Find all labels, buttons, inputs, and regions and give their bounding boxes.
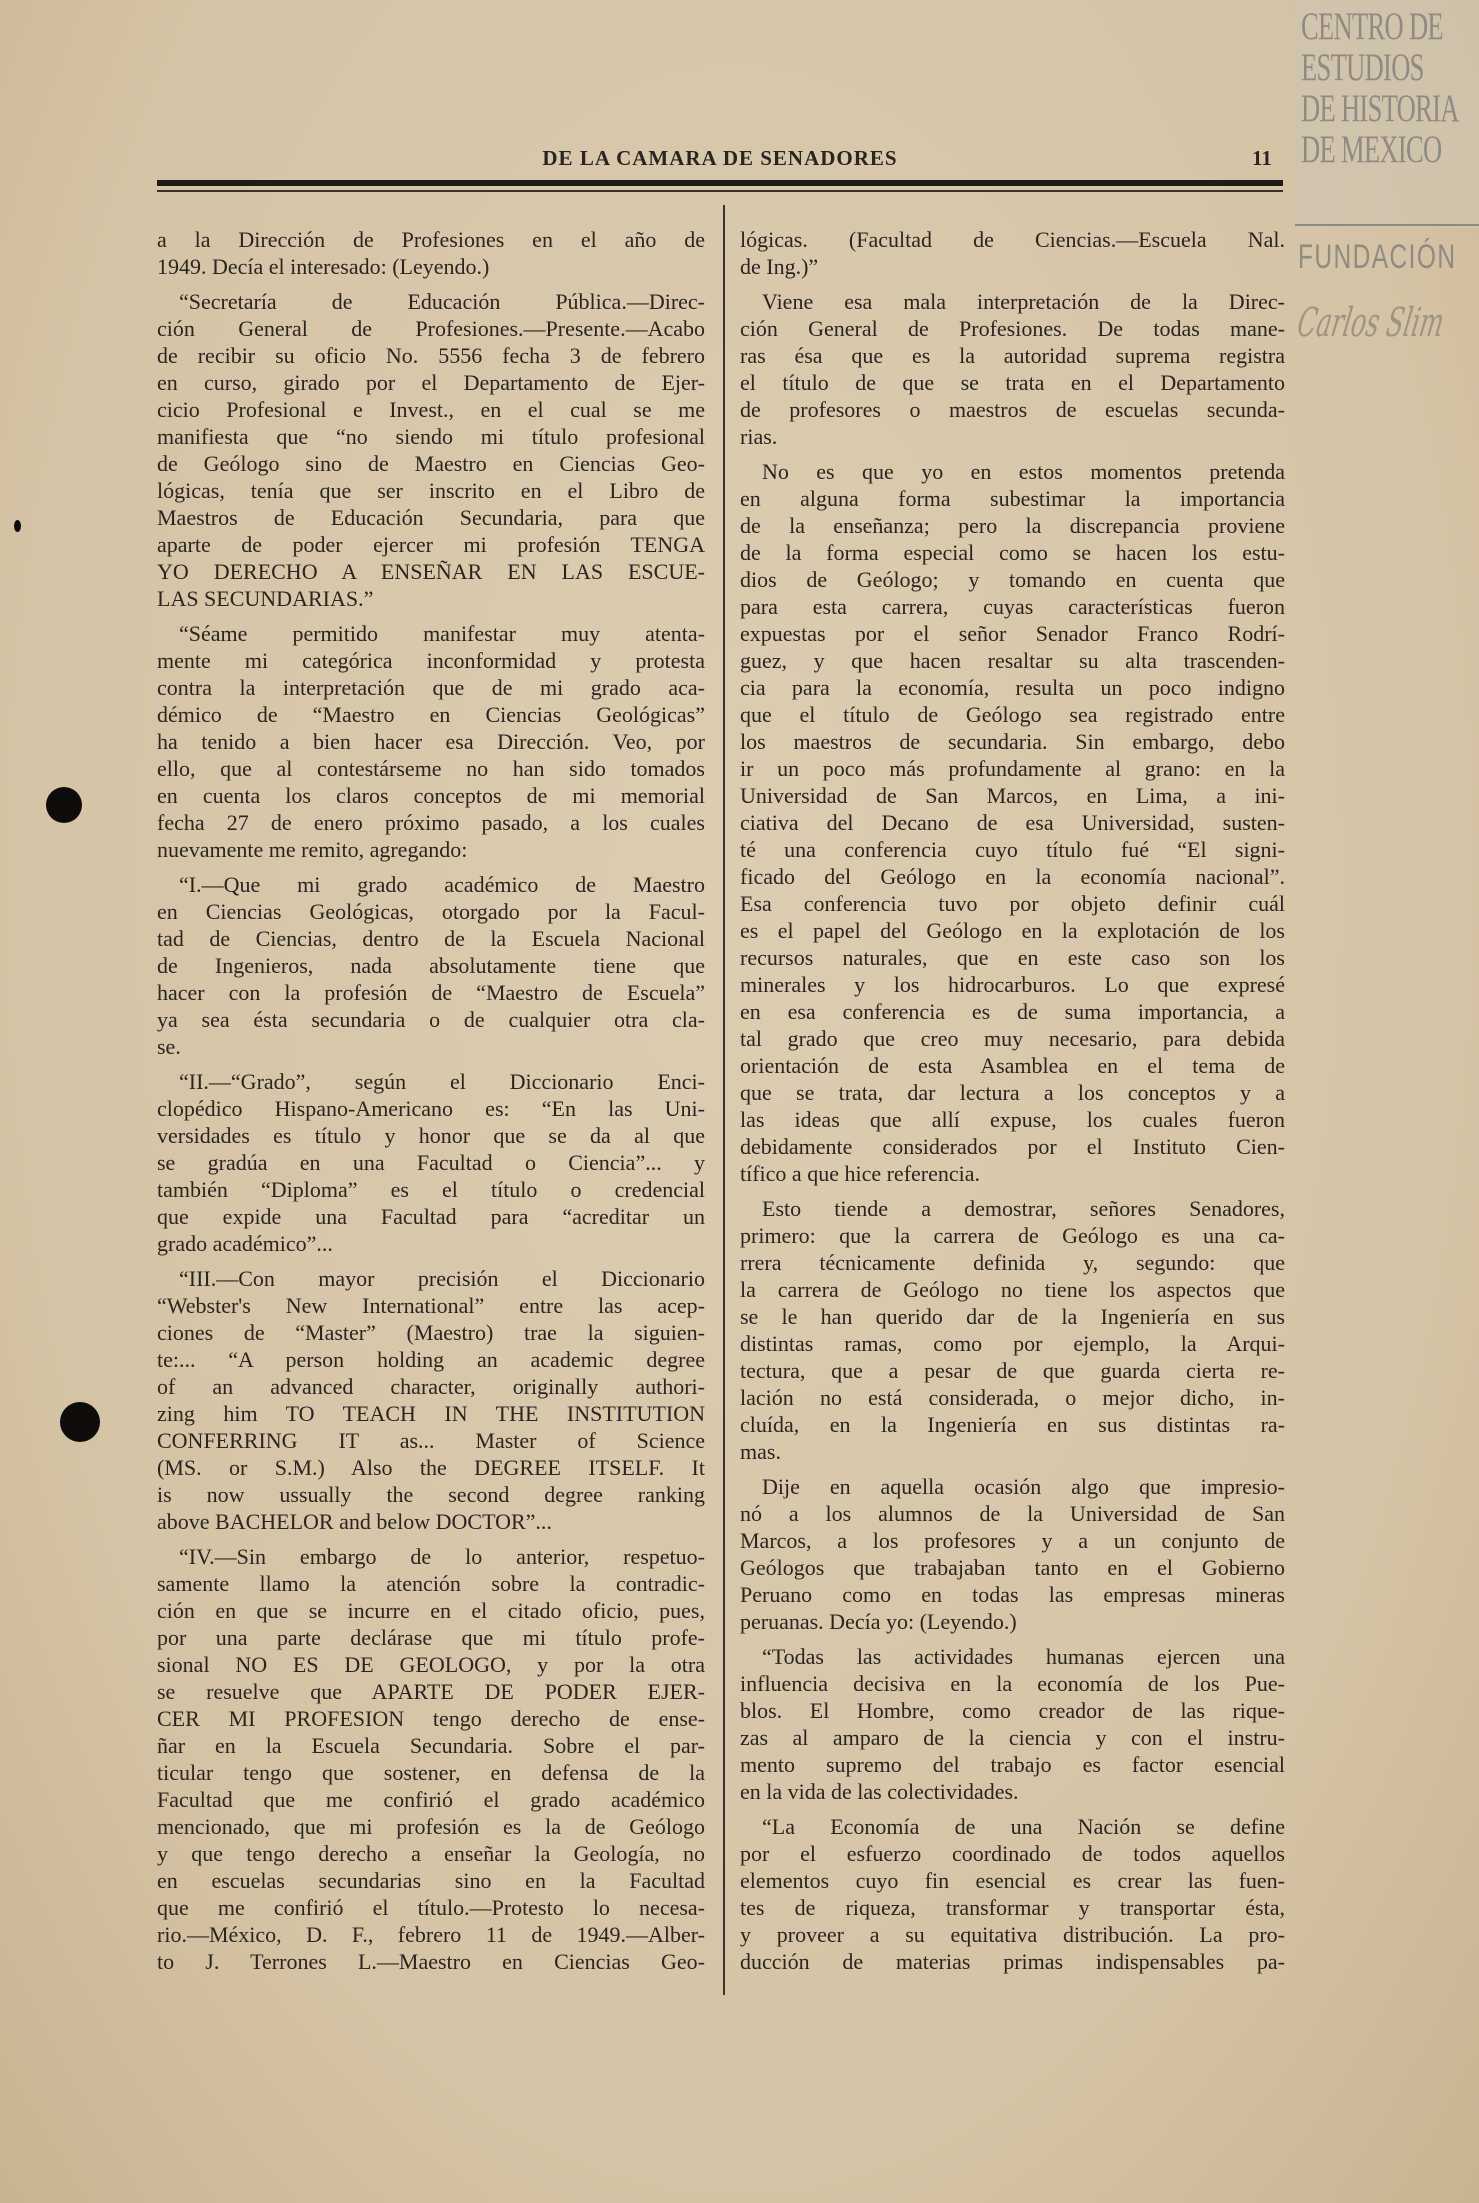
text-line: se. xyxy=(157,1034,181,1059)
running-header: DE LA CAMARA DE SENADORES xyxy=(542,146,898,170)
text-line: guez, y que hacen resaltar su alta trascenden- xyxy=(740,648,1285,673)
text-line: se resuelve que APARTE DE PODER EJER- xyxy=(157,1679,705,1704)
text-line: samente llamo la atención sobre la contradic- xyxy=(157,1571,705,1596)
text-line: se le han querido dar de la Ingeniería en sus xyxy=(740,1304,1285,1329)
paragraph xyxy=(740,458,1285,1187)
text-line: “La Economía de una Nación se define xyxy=(762,1814,1285,1839)
text-line: zas al amparo de la ciencia y con el instru- xyxy=(740,1725,1285,1750)
watermark-rule xyxy=(1295,224,1479,226)
text-line: tectura, que a pesar de que guarda cierta re- xyxy=(740,1358,1285,1383)
text-line: que el título de Geólogo sea registrado entre xyxy=(740,702,1285,727)
text-line: en la vida de las colectividades. xyxy=(740,1779,1019,1804)
text-line: LAS SECUNDARIAS.” xyxy=(157,586,374,611)
text-line: de la forma especial como se hacen los estu- xyxy=(740,540,1285,565)
text-line: Maestros de Educación Secundaria, para que xyxy=(157,505,705,530)
archive-watermark xyxy=(1295,0,1479,228)
text-line: en cuenta los claros conceptos de mi memorial xyxy=(157,783,705,808)
paragraph xyxy=(157,288,705,612)
text-line: “Webster's New International” entre las acep- xyxy=(157,1293,705,1318)
text-line: de la enseñanza; pero la discrepancia proviene xyxy=(740,513,1285,538)
text-line: ciativa del Decano de esa Universidad, susten- xyxy=(740,810,1285,835)
watermark-foundation: FUNDACIÓN xyxy=(1298,238,1457,276)
text-line: manifiesta que “no siendo mi título profesional xyxy=(157,424,705,449)
paragraph xyxy=(157,871,705,1060)
text-line: CONFERRING IT as... Master of Science xyxy=(157,1428,705,1453)
text-line: de Ingenieros, nada absolutamente tiene que xyxy=(157,953,705,978)
text-line: recursos naturales, que en este caso son los xyxy=(740,945,1285,970)
text-line: ción General de Profesiones. De todas mane- xyxy=(740,316,1285,341)
paragraph xyxy=(740,226,1285,280)
text-line: cicio Profesional e Invest., en el cual se me xyxy=(157,397,705,422)
text-line: fecha 27 de enero próximo pasado, a los cuales xyxy=(157,810,705,835)
text-line: is now ussually the second degree ranking xyxy=(157,1482,705,1507)
text-line: se gradúa en una Facultad o Ciencia”... y xyxy=(157,1150,705,1175)
paragraph xyxy=(740,1813,1285,1975)
text-line: Geólogos que trabajaban tanto en el Gobierno xyxy=(740,1555,1285,1580)
text-line: of an advanced character, originally authori- xyxy=(157,1374,705,1399)
text-line: te:... “A person holding an academic degree xyxy=(157,1347,705,1372)
text-line: démico de “Maestro en Ciencias Geológicas” xyxy=(157,702,705,727)
column-divider xyxy=(723,205,725,1995)
text-line: peruanas. Decía yo: (Leyendo.) xyxy=(740,1609,1017,1634)
text-line: “I.—Que mi grado académico de Maestro xyxy=(179,872,705,897)
watermark-line: DE HISTORIA xyxy=(1301,87,1459,130)
paragraph xyxy=(157,1543,705,1975)
text-line: CER MI PROFESION tengo derecho de ense- xyxy=(157,1706,705,1731)
text-line: ir un poco más profundamente al grano: en la xyxy=(740,756,1285,781)
text-line: lación no está considerada, o mejor dicho, in- xyxy=(740,1385,1285,1410)
text-line: ción General de Profesiones.—Presente.—Acabo xyxy=(157,316,705,341)
text-line: “II.—“Grado”, según el Diccionario Enci- xyxy=(179,1069,705,1094)
text-line: ticular tengo que sostener, en defensa de la xyxy=(157,1760,705,1785)
text-line: “Séame permitido manifestar muy atenta- xyxy=(179,621,705,646)
text-line: 1949. Decía el interesado: (Leyendo.) xyxy=(157,254,490,279)
paragraph xyxy=(740,1643,1285,1805)
text-line: mas. xyxy=(740,1439,781,1464)
text-line: que me confirió el título.—Protesto lo necesa- xyxy=(157,1895,705,1920)
text-line: en curso, girado por el Departamento de Ejer- xyxy=(157,370,705,395)
watermark-line: ESTUDIOS xyxy=(1301,46,1424,89)
header-rule-thin xyxy=(157,190,1283,192)
text-line: clopédico Hispano-Americano es: “En las Uni- xyxy=(157,1096,705,1121)
text-line: también “Diploma” es el título o credencial xyxy=(157,1177,705,1202)
text-line: Esto tiende a demostrar, señores Senadores, xyxy=(762,1196,1285,1221)
watermark-line: DE MEXICO xyxy=(1301,128,1442,171)
text-line: nó a los alumnos de la Universidad de San xyxy=(740,1501,1285,1526)
ink-mark xyxy=(14,520,21,532)
text-line: es el papel del Geólogo en la explotación de los xyxy=(740,918,1285,943)
text-line: tes de riqueza, transformar y transportar ésta, xyxy=(740,1895,1285,1920)
text-line: expuestas por el señor Senador Franco Rodrí- xyxy=(740,621,1285,646)
text-line: hacer con la profesión de “Maestro de Escuela” xyxy=(157,980,705,1005)
text-line: en alguna forma subestimar la importancia xyxy=(740,486,1285,511)
text-line: que se trata, dar lectura a los conceptos y a xyxy=(740,1080,1285,1105)
text-line: (MS. or S.M.) Also the DEGREE ITSELF. It xyxy=(157,1455,705,1480)
text-line: en escuelas secundarias sino en la Facultad xyxy=(157,1868,705,1893)
text-line: “Todas las actividades humanas ejercen una xyxy=(762,1644,1285,1669)
text-line: tad de Ciencias, dentro de la Escuela Nacional xyxy=(157,926,705,951)
text-line: cia para la economía, resulta un poco indigno xyxy=(740,675,1285,700)
text-line: influencia decisiva en la economía de los Pue- xyxy=(740,1671,1285,1696)
text-line: nuevamente me remito, agregando: xyxy=(157,837,468,862)
paragraph xyxy=(740,1473,1285,1635)
text-line: y que tengo derecho a enseñar la Geología, no xyxy=(157,1841,705,1866)
text-line: sional NO ES DE GEOLOGO, y por la otra xyxy=(157,1652,705,1677)
text-line: que expide una Facultad para “acreditar un xyxy=(157,1204,705,1229)
text-line: ya sea ésta secundaria o de cualquier otra cla- xyxy=(157,1007,705,1032)
paragraph xyxy=(157,226,705,280)
text-line: rio.—México, D. F., febrero 11 de 1949.—Alber- xyxy=(157,1922,705,1947)
text-line: Viene esa mala interpretación de la Direc- xyxy=(762,289,1285,314)
watermark-signature: Carlos Slim xyxy=(1294,300,1448,346)
watermark-line: CENTRO DE xyxy=(1301,5,1443,48)
text-line: aparte de poder ejercer mi profesión TENGA xyxy=(157,532,705,557)
text-line: de recibir su oficio No. 5556 fecha 3 de febrero xyxy=(157,343,705,368)
text-line: Marcos, a los profesores y a un conjunto de xyxy=(740,1528,1285,1553)
text-line: No es que yo en estos momentos pretenda xyxy=(762,459,1285,484)
text-line: lógicas. (Facultad de Ciencias.—Escuela Nal. xyxy=(740,227,1285,252)
text-line: lógicas, tenía que ser inscrito en el Libro de xyxy=(157,478,705,503)
punch-hole xyxy=(46,787,82,823)
text-line: above BACHELOR and below DOCTOR”... xyxy=(157,1509,552,1534)
text-line: tífico a que hice referencia. xyxy=(740,1161,981,1186)
text-line: ha tenido a bien hacer esa Dirección. Veo, por xyxy=(157,729,705,754)
left-column xyxy=(157,226,705,1983)
text-line: ducción de materias primas indispensables pa- xyxy=(740,1949,1285,1974)
paragraph xyxy=(157,620,705,863)
text-line: ras ésa que es la autoridad suprema registra xyxy=(740,343,1285,368)
text-line: to J. Terrones L.—Maestro en Ciencias Geo- xyxy=(157,1949,705,1974)
header-rule xyxy=(157,180,1283,186)
text-line: té una conferencia cuyo título fué “El signi- xyxy=(740,837,1285,862)
text-line: en esa conferencia es de suma importancia, a xyxy=(740,999,1285,1024)
text-line: los maestros de secundaria. Sin embargo, debo xyxy=(740,729,1285,754)
text-line: zing him TO TEACH IN THE INSTITUTION xyxy=(157,1401,705,1426)
text-line: Esa conferencia tuvo por objeto definir cuál xyxy=(740,891,1285,916)
paragraph xyxy=(157,1265,705,1535)
text-line: primero: que la carrera de Geólogo es una ca- xyxy=(740,1223,1285,1248)
text-line: para esta carrera, cuyas características fueron xyxy=(740,594,1285,619)
punch-hole xyxy=(60,1402,100,1442)
paragraph xyxy=(740,288,1285,450)
text-line: de profesores o maestros de escuelas secunda- xyxy=(740,397,1285,422)
text-line: tal grado que creo muy necesario, para debida xyxy=(740,1026,1285,1051)
text-line: de Geólogo sino de Maestro en Ciencias Geo- xyxy=(157,451,705,476)
text-line: ción en que se incurre en el citado oficio, pues, xyxy=(157,1598,705,1623)
text-line: las ideas que allí expuse, los cuales fueron xyxy=(740,1107,1285,1132)
text-line: mente mi categórica inconformidad y protesta xyxy=(157,648,705,673)
text-line: orientación de esta Asamblea en el tema de xyxy=(740,1053,1285,1078)
text-line: en Ciencias Geológicas, otorgado por la Facul- xyxy=(157,899,705,924)
text-line: dios de Geólogo; y tomando en cuenta que xyxy=(740,567,1285,592)
text-line: la carrera de Geólogo no tiene los aspectos que xyxy=(740,1277,1285,1302)
text-line: Peruano como en todas las empresas mineras xyxy=(740,1582,1285,1607)
text-line: distintas ramas, como por ejemplo, la Arqui- xyxy=(740,1331,1285,1356)
text-line: rias. xyxy=(740,424,778,449)
text-line: Dije en aquella ocasión algo que impresio- xyxy=(762,1474,1285,1499)
text-line: versidades es título y honor que se da al que xyxy=(157,1123,705,1148)
paragraph xyxy=(157,1068,705,1257)
text-line: grado académico”... xyxy=(157,1231,333,1256)
text-line: blos. El Hombre, como creador de las rique- xyxy=(740,1698,1285,1723)
text-line: “Secretaría de Educación Pública.—Direc- xyxy=(179,289,705,314)
text-line: a la Dirección de Profesiones en el año de xyxy=(157,227,705,252)
text-line: de Ing.)” xyxy=(740,254,819,279)
text-line: rrera técnicamente definida y, segundo: que xyxy=(740,1250,1285,1275)
paragraph xyxy=(740,1195,1285,1465)
text-line: mento supremo del trabajo es factor esencial xyxy=(740,1752,1285,1777)
text-line: debidamente considerados por el Instituto Cien- xyxy=(740,1134,1285,1159)
text-line: cluída, en la Ingeniería en sus distintas ra- xyxy=(740,1412,1285,1437)
text-line: YO DERECHO A ENSEÑAR EN LAS ESCUE- xyxy=(157,559,705,584)
right-column xyxy=(740,226,1285,1983)
text-line: ñar en la Escuela Secundaria. Sobre el par- xyxy=(157,1733,705,1758)
text-line: contra la interpretación que de mi grado aca- xyxy=(157,675,705,700)
text-line: “IV.—Sin embargo de lo anterior, respetuo- xyxy=(179,1544,705,1569)
text-line: ello, que al contestárseme no han sido tomados xyxy=(157,756,705,781)
text-line: Universidad de San Marcos, en Lima, a ini- xyxy=(740,783,1285,808)
text-line: ciones de “Master” (Maestro) trae la siguien- xyxy=(157,1320,705,1345)
text-line: minerales y los hidrocarburos. Lo que expresé xyxy=(740,972,1285,997)
text-line: “III.—Con mayor precisión el Diccionario xyxy=(179,1266,705,1291)
text-line: ficado del Geólogo en la economía nacional”. xyxy=(740,864,1285,889)
text-line: por el esfuerzo coordinado de todos aquellos xyxy=(740,1841,1285,1866)
text-line: y proveer a su equitativa distribución. La pro- xyxy=(740,1922,1285,1947)
text-line: mencionado, que mi profesión es la de Geólogo xyxy=(157,1814,705,1839)
page-number: 11 xyxy=(1252,146,1272,170)
text-line: el título de que se trata en el Departamento xyxy=(740,370,1285,395)
text-line: Facultad que me confirió el grado académico xyxy=(157,1787,705,1812)
text-line: elementos cuyo fin esencial es crear las fuen- xyxy=(740,1868,1285,1893)
text-line: por una parte declárase que mi título profe- xyxy=(157,1625,705,1650)
